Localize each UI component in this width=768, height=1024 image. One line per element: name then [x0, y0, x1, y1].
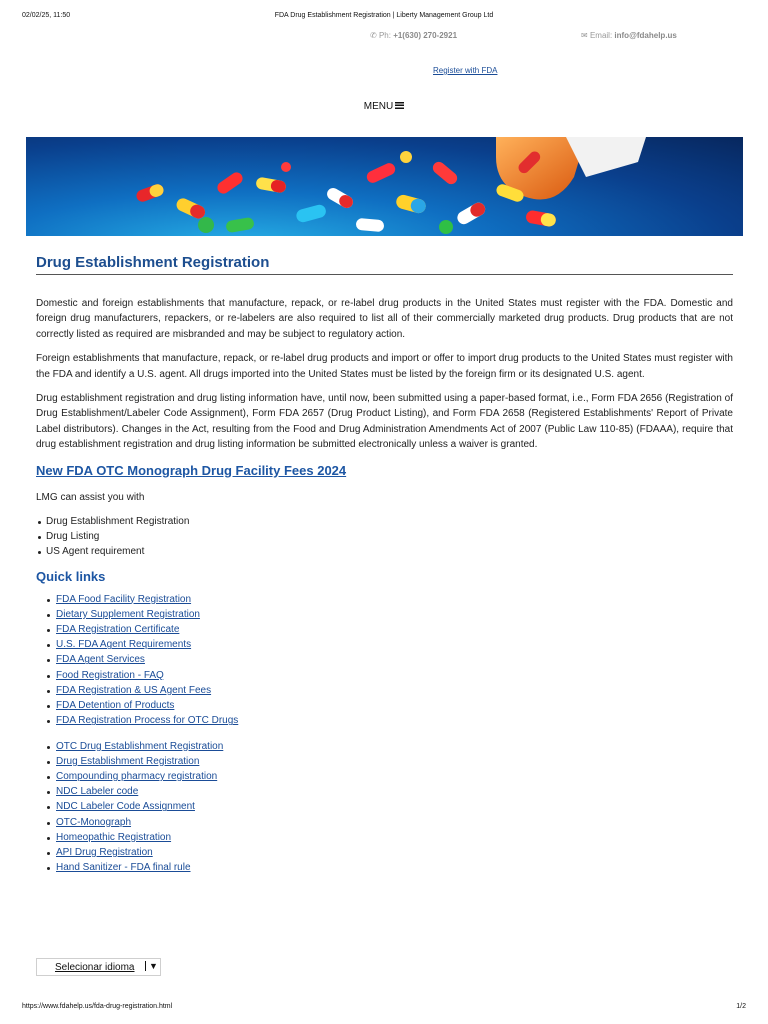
phone-icon: ✆ — [370, 31, 377, 40]
print-url: https://www.fdahelp.us/fda-drug-registration.html — [22, 1003, 173, 1010]
list-item — [56, 683, 733, 698]
intro-paragraph-3: Drug establishment registration and drug listing information have, until now, been submitted using a paper-based format, i.e., Form FDA 2656 (Registration of Drug Establishment/Labeler Code Assignment), Form FDA 2657 (Drug Product Listing), and Form FDA 2658 (Registered Establishments' Report of Private Label distributors). Changes in the Act, resulting from the Food and Drug Administration Amendments Act of 2007 (Public Law 110-85) (FDAAA), require that drug establishment registration and drug listing information be submitted electronically unless a waiver is granted. — [36, 393, 733, 451]
list-item — [56, 637, 733, 652]
list-item — [56, 754, 733, 769]
phone-contact[interactable] — [370, 31, 457, 40]
page-title: Drug Establishment Registration — [36, 254, 733, 275]
pills-illustration — [26, 137, 743, 236]
list-item — [56, 713, 733, 728]
list-item — [56, 799, 733, 814]
quick-link[interactable]: API Drug Registration — [56, 846, 153, 858]
assist-list — [36, 514, 733, 560]
list-item — [56, 592, 733, 607]
quick-link[interactable]: Homeopathic Registration — [56, 831, 172, 843]
otc-fees-link[interactable]: New FDA OTC Monograph Drug Facility Fees 2024 — [36, 462, 347, 478]
list-item — [56, 845, 733, 860]
quick-link[interactable]: FDA Registration & US Agent Fees — [56, 684, 212, 696]
quick-link[interactable]: Drug Establishment Registration — [56, 755, 200, 767]
list-item — [56, 668, 733, 683]
menu-label: MENU — [363, 101, 394, 112]
list-item — [56, 815, 733, 830]
intro-paragraph-1: Domestic and foreign establishments that manufacture, repack, or re-label drug products in the United States must register with the FDA. Domestic and foreign drug manufacturers, repackers, or re-labelers are also required to list all of their commercially marketed drug products. Drug products that are not correctly listed as required are misbranded and may be subject to regulatory action. — [36, 298, 733, 340]
phone-number: +1(630) 270-2921 — [393, 31, 458, 40]
quick-links-heading: Quick links — [36, 568, 106, 584]
pills-group — [135, 149, 557, 234]
register-with-fda-link[interactable]: Register with FDA — [433, 66, 498, 75]
quick-link[interactable]: FDA Registration Process for OTC Drugs — [56, 715, 239, 727]
email-address: info@fdahelp.us — [614, 31, 677, 40]
list-item — [56, 739, 733, 754]
quick-link[interactable]: OTC Drug Establishment Registration — [56, 740, 224, 752]
envelope-icon: ✉ — [581, 31, 588, 40]
print-page-number: 1/2 — [736, 1003, 746, 1010]
hamburger-icon — [395, 102, 404, 109]
list-item — [56, 784, 733, 799]
quick-link[interactable]: Compounding pharmacy registration — [56, 770, 218, 782]
quick-link[interactable]: Food Registration - FAQ — [56, 669, 164, 681]
list-item — [56, 769, 733, 784]
intro-paragraph-2: Foreign establishments that manufacture, repack, or re-label drug products and import or offer to import drug products to the United States must register with the FDA and identify a U.S. agent. All drugs imported into the United States must be listed by the foreign firm or its designated U.S. agent. — [36, 353, 733, 380]
print-page-title: FDA Drug Establishment Registration | Liberty Management Group Ltd — [274, 12, 494, 19]
list-item — [56, 830, 733, 845]
quick-links-list-1 — [36, 592, 733, 729]
list-item — [56, 607, 733, 622]
main-content — [36, 254, 733, 875]
list-item: US Agent requirement — [46, 544, 733, 559]
assist-intro: LMG can assist you with — [36, 491, 145, 503]
language-select[interactable] — [36, 958, 161, 976]
email-label: Email: — [589, 31, 613, 40]
dropdown-arrow-icon: ▼ — [145, 961, 158, 971]
list-item — [56, 698, 733, 713]
phone-label: Ph: — [378, 31, 391, 40]
list-item — [56, 860, 733, 875]
quick-link[interactable]: FDA Registration Certificate — [56, 624, 180, 636]
quick-link[interactable]: FDA Food Facility Registration — [56, 593, 192, 605]
list-item — [56, 652, 733, 667]
menu-toggle[interactable] — [0, 101, 768, 112]
list-item — [56, 622, 733, 637]
quick-link[interactable]: Dietary Supplement Registration — [56, 608, 200, 620]
list-item: Drug Listing — [46, 529, 733, 544]
quick-link[interactable]: U.S. FDA Agent Requirements — [56, 639, 192, 651]
quick-link[interactable]: FDA Detention of Products — [56, 700, 175, 712]
print-datetime: 02/02/25, 11:50 — [22, 12, 71, 19]
hero-banner-pills — [26, 137, 743, 236]
quick-link[interactable]: NDC Labeler Code Assignment — [56, 801, 195, 813]
language-select-label: Selecionar idioma — [55, 962, 135, 973]
quick-link[interactable]: NDC Labeler code — [56, 786, 139, 798]
quick-link[interactable]: OTC-Monograph — [56, 816, 132, 828]
email-contact[interactable] — [581, 31, 677, 40]
quick-links-list-2 — [36, 739, 733, 876]
list-item: Drug Establishment Registration — [46, 514, 733, 529]
quick-link[interactable]: FDA Agent Services — [56, 654, 145, 666]
quick-link[interactable]: Hand Sanitizer - FDA final rule — [56, 862, 191, 874]
